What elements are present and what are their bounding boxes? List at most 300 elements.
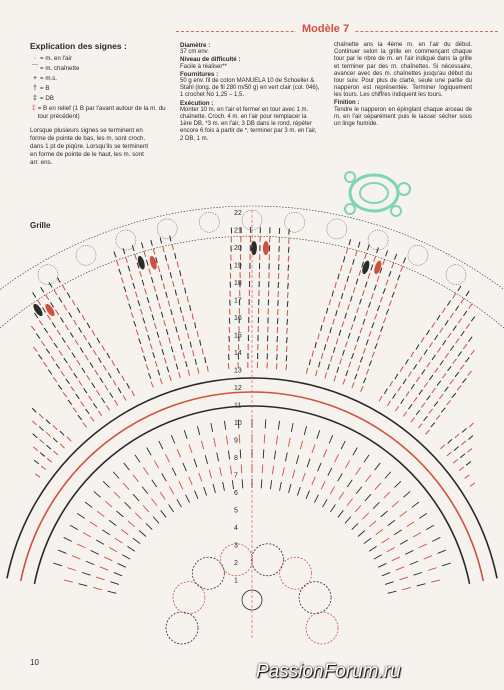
ring-stitch bbox=[184, 430, 187, 439]
ring-stitch bbox=[314, 495, 318, 503]
stitch-mark bbox=[360, 357, 362, 363]
continuation-text: chaînette ans la 4ème m. en l'air du début. Continuer selon la grille en commençant chaque tour par le nbre de m. en l'air indiqué dans la grille et terminer par des m. chaînettes. Si nécessaire, avancer avec des m. chaînettes jusqu'au début du tour suiv. Pour plus de clarté, seule une partie du napperon est représentée. Terminer logiquement les tours. Les chiffres indiquent les tours. bbox=[334, 42, 472, 99]
ring-stitch bbox=[133, 475, 139, 482]
stitch-mark bbox=[171, 346, 173, 352]
ring-stitch bbox=[413, 533, 421, 537]
stitch-mark bbox=[138, 300, 140, 306]
stitch-mark bbox=[377, 247, 379, 253]
stitch-mark bbox=[147, 297, 149, 303]
stitch-mark bbox=[371, 265, 373, 271]
stitch-mark bbox=[389, 271, 391, 277]
stitch-mark bbox=[424, 382, 427, 387]
ring-stitch bbox=[109, 520, 116, 525]
stitch-mark bbox=[155, 323, 157, 329]
ring-stitch bbox=[432, 537, 440, 541]
stitch-mark bbox=[348, 333, 350, 339]
stitch-mark bbox=[330, 327, 332, 333]
stitch-mark bbox=[411, 352, 414, 357]
stitch-mark bbox=[383, 288, 385, 294]
ring-stitch bbox=[388, 520, 395, 525]
stitch-mark bbox=[144, 356, 146, 362]
stitch-mark bbox=[180, 307, 181, 313]
stitch-mark bbox=[63, 392, 67, 397]
stitch-mark bbox=[468, 436, 473, 440]
ring-stitch bbox=[220, 467, 222, 476]
stitch-mark bbox=[185, 288, 186, 294]
stitch-mark bbox=[443, 340, 446, 345]
stitch-mark bbox=[135, 292, 137, 298]
stitch-mark bbox=[368, 273, 370, 279]
stitch-mark bbox=[229, 354, 230, 360]
stitch-mark bbox=[158, 370, 160, 376]
stitch-mark bbox=[440, 445, 444, 449]
stitch-mark bbox=[100, 378, 103, 383]
stitch-mark bbox=[457, 386, 461, 391]
stitch-mark bbox=[154, 286, 156, 292]
stitch-mark bbox=[463, 311, 466, 316]
stitch-mark bbox=[44, 328, 47, 333]
stitch-mark bbox=[178, 335, 179, 341]
ring-stitch bbox=[183, 463, 186, 471]
ring-stitch bbox=[121, 529, 128, 534]
ring-stitch bbox=[392, 501, 399, 507]
stitch-mark bbox=[471, 350, 475, 355]
stitch-mark bbox=[384, 389, 387, 394]
stitch-mark bbox=[132, 391, 135, 396]
stitch-mark bbox=[334, 376, 336, 382]
ring-stitch bbox=[77, 513, 85, 518]
scallop-loop bbox=[157, 219, 177, 239]
stitch-mark bbox=[386, 251, 388, 257]
ring-stitch bbox=[291, 423, 293, 432]
stitch-mark bbox=[312, 351, 313, 357]
stitch-mark bbox=[32, 408, 36, 412]
stitch-mark bbox=[60, 317, 63, 322]
stitch-mark bbox=[408, 404, 411, 409]
ring-stitch bbox=[419, 513, 427, 518]
stitch-mark bbox=[463, 344, 467, 349]
stitch-mark bbox=[424, 350, 427, 355]
ring-stitch bbox=[321, 481, 325, 489]
stitch-mark bbox=[140, 309, 142, 315]
stitch-mark bbox=[53, 438, 57, 442]
ring-stitch bbox=[91, 550, 99, 554]
stitch-mark bbox=[93, 350, 96, 355]
stitch-mark bbox=[155, 361, 157, 367]
stitch-mark bbox=[340, 358, 342, 364]
ring-stitch bbox=[365, 494, 371, 501]
ring-stitch bbox=[209, 470, 211, 479]
stitch-mark bbox=[53, 377, 57, 382]
stitch-mark bbox=[151, 382, 153, 388]
stitch-mark bbox=[83, 423, 87, 428]
stitch-mark bbox=[148, 335, 150, 341]
ring-stitch bbox=[213, 484, 215, 493]
stitch-mark bbox=[188, 333, 189, 339]
ring-stitch bbox=[341, 441, 345, 449]
ring-stitch bbox=[127, 546, 135, 551]
ring-stitch bbox=[125, 502, 131, 508]
stitch-mark bbox=[343, 379, 345, 385]
stitch-mark bbox=[351, 353, 353, 359]
stitch-mark bbox=[62, 285, 65, 290]
stitch-mark bbox=[338, 302, 340, 308]
stitch-mark bbox=[175, 253, 176, 259]
ring-stitch bbox=[86, 561, 94, 564]
stitch-mark bbox=[379, 396, 382, 401]
stitch-mark bbox=[461, 298, 464, 303]
stitch-mark bbox=[360, 299, 362, 305]
ring-stitch bbox=[347, 498, 353, 505]
stitch-mark bbox=[372, 352, 374, 357]
ring-stitch bbox=[364, 455, 369, 462]
stitch-mark bbox=[53, 451, 57, 455]
row-number-label: 10 bbox=[234, 420, 242, 427]
stitch-mark bbox=[450, 346, 453, 351]
stitch-mark bbox=[72, 300, 75, 305]
stitch-mark bbox=[432, 388, 436, 393]
stitch-mark bbox=[347, 276, 349, 282]
ring-stitch bbox=[189, 444, 192, 453]
stitch-mark bbox=[445, 320, 448, 325]
ring-stitch bbox=[431, 580, 440, 582]
stitch-mark bbox=[92, 330, 95, 335]
row-number-label: 18 bbox=[234, 280, 242, 287]
stitch-mark bbox=[325, 373, 327, 379]
ring-stitch bbox=[375, 463, 381, 470]
stitch-mark bbox=[469, 337, 473, 342]
stitch-mark bbox=[461, 441, 466, 445]
execution-label: Exécution : bbox=[180, 99, 214, 107]
stitch-mark bbox=[277, 327, 278, 333]
stitch-mark bbox=[82, 368, 85, 373]
ring-stitch bbox=[407, 522, 415, 527]
stitch-mark bbox=[286, 346, 287, 352]
legend-symbol-icon: ⌒ bbox=[31, 65, 39, 72]
stitch-mark bbox=[458, 318, 461, 323]
stitch-mark bbox=[287, 301, 288, 307]
ring-stitch bbox=[103, 481, 109, 487]
ring-stitch bbox=[304, 426, 306, 435]
stitch-mark bbox=[439, 394, 443, 399]
stitch-mark bbox=[113, 380, 116, 385]
stitch-mark bbox=[172, 244, 173, 250]
stitch-mark bbox=[123, 248, 125, 254]
ring-stitch bbox=[347, 480, 352, 487]
stitch-mark bbox=[372, 322, 374, 328]
stitch-mark bbox=[179, 372, 181, 378]
stitch-mark bbox=[456, 338, 459, 343]
stitch-mark bbox=[123, 395, 126, 400]
stitch-mark bbox=[183, 316, 184, 322]
stitch-mark bbox=[136, 330, 138, 336]
stitch-mark bbox=[315, 342, 316, 348]
stitch-mark bbox=[422, 369, 425, 374]
ring-stitch bbox=[292, 470, 294, 479]
stitch-mark bbox=[74, 373, 77, 378]
stitch-mark bbox=[139, 338, 141, 344]
ring-stitch bbox=[133, 538, 140, 543]
grille-label: Grille bbox=[30, 221, 51, 230]
ring-stitch bbox=[197, 426, 199, 435]
ring-stitch bbox=[152, 480, 157, 487]
stitch-mark bbox=[393, 394, 396, 399]
row-number-label: 12 bbox=[234, 385, 242, 392]
stitch-mark bbox=[193, 350, 194, 356]
legend-note: Lorsque plusieurs signes se terminent en forme de pointe de bas, les m. sont croch. dans 1 pt de piqûre. Lorsqu'ils se terminent en forme de pointe de le haut, les m. sont arr. ens. bbox=[30, 127, 149, 166]
stitch-mark bbox=[276, 363, 277, 369]
stitch-mark bbox=[429, 375, 432, 380]
stitch-mark bbox=[171, 309, 172, 315]
stitch-mark bbox=[77, 308, 80, 313]
stitch-mark bbox=[352, 382, 354, 388]
stitch-mark bbox=[54, 343, 57, 348]
ring-stitch bbox=[108, 591, 117, 593]
stitch-mark bbox=[145, 326, 147, 332]
stitch-mark bbox=[128, 266, 130, 272]
stitch-mark bbox=[346, 248, 347, 254]
stitch-mark bbox=[361, 386, 364, 391]
stitch-mark bbox=[158, 266, 160, 272]
stitch-mark bbox=[354, 316, 356, 322]
stitch-mark bbox=[135, 254, 137, 260]
stitch-mark bbox=[414, 397, 417, 402]
stitch-mark bbox=[306, 368, 307, 374]
stitch-mark bbox=[175, 290, 176, 296]
stitch-mark bbox=[181, 344, 182, 350]
ring-stitch bbox=[272, 465, 273, 474]
stitch-mark bbox=[118, 388, 121, 393]
ring-stitch bbox=[306, 491, 309, 499]
stitch-mark bbox=[105, 385, 108, 390]
stitch-mark bbox=[174, 355, 176, 361]
stitch-mark bbox=[400, 367, 403, 372]
difficulte-label: Niveau de difficulté : bbox=[180, 56, 241, 64]
stitch-mark bbox=[403, 379, 406, 384]
stitch-mark bbox=[448, 333, 451, 338]
stitch-mark bbox=[164, 320, 166, 326]
stitch-mark bbox=[332, 291, 333, 297]
ring-stitch bbox=[345, 460, 350, 468]
ring-stitch bbox=[133, 494, 139, 501]
stitch-mark bbox=[73, 408, 77, 413]
stitch-mark bbox=[197, 331, 198, 337]
stitch-mark bbox=[60, 444, 64, 448]
stitch-mark bbox=[39, 320, 42, 325]
ring-stitch bbox=[165, 454, 169, 462]
stitch-mark bbox=[389, 300, 391, 306]
stitch-mark bbox=[117, 368, 120, 373]
ring-stitch bbox=[194, 459, 197, 468]
stitch-mark bbox=[432, 355, 435, 360]
stitch-mark bbox=[124, 286, 126, 292]
ring-stitch bbox=[68, 568, 77, 571]
stitch-mark bbox=[33, 347, 37, 352]
stitch-mark bbox=[54, 290, 57, 295]
stitch-mark bbox=[437, 381, 441, 386]
ring-stitch bbox=[317, 430, 320, 439]
stitch-mark bbox=[440, 360, 443, 365]
stitch-mark bbox=[202, 348, 203, 354]
stitch-mark bbox=[108, 373, 111, 378]
stitch-mark bbox=[47, 458, 52, 462]
stitch-mark bbox=[429, 409, 433, 414]
ring-stitch bbox=[330, 486, 335, 494]
ring-stitch bbox=[96, 540, 104, 544]
ring-stitch bbox=[194, 491, 197, 499]
ring-stitch bbox=[365, 475, 371, 482]
ring-stitch bbox=[339, 492, 344, 499]
stitch-mark bbox=[344, 285, 346, 291]
stitch-mark bbox=[416, 410, 420, 415]
stitch-mark bbox=[143, 318, 145, 324]
ring-stitch bbox=[205, 455, 207, 464]
legend-text: = B en relief (1 B par l'avant autour de la m. du tour précédent) bbox=[37, 105, 166, 120]
stitch-mark bbox=[101, 398, 104, 403]
ring-stitch bbox=[104, 557, 112, 561]
stitch-mark bbox=[151, 240, 153, 246]
ring-stitch bbox=[115, 538, 123, 543]
stitch-mark bbox=[114, 252, 116, 258]
ring-stitch bbox=[151, 498, 157, 505]
stitch-mark bbox=[207, 366, 208, 372]
stitch-mark bbox=[79, 327, 82, 332]
stitch-mark bbox=[169, 375, 171, 381]
row-number-label: 16 bbox=[234, 315, 242, 322]
ring-stitch bbox=[385, 472, 391, 479]
legend-text: = m.s. bbox=[40, 75, 58, 82]
stitch-mark bbox=[160, 378, 162, 384]
ring-stitch bbox=[400, 511, 407, 516]
stitch-mark bbox=[346, 370, 348, 376]
finition-label: Finition : bbox=[334, 99, 360, 106]
stitch-mark bbox=[377, 305, 379, 311]
stitch-mark bbox=[47, 315, 50, 320]
stitch-mark bbox=[406, 391, 409, 396]
ring-stitch bbox=[160, 492, 165, 499]
stitch-mark bbox=[127, 383, 130, 388]
stitch-mark bbox=[447, 400, 451, 405]
stitch-mark bbox=[321, 325, 322, 331]
stitch-mark bbox=[164, 358, 166, 364]
model-title: Modèle 7 bbox=[296, 23, 355, 35]
ring-stitch bbox=[297, 487, 300, 496]
ring-stitch bbox=[114, 492, 120, 498]
legend-heading: Explication des signes : bbox=[30, 41, 127, 51]
ring-stitch bbox=[262, 464, 263, 473]
stitch-mark bbox=[228, 363, 229, 369]
stitch-mark bbox=[46, 420, 50, 424]
stitch-mark bbox=[156, 294, 158, 300]
stitch-mark bbox=[31, 326, 35, 331]
scallop-loop bbox=[368, 230, 388, 250]
stitch-mark bbox=[129, 304, 131, 310]
stitch-mark bbox=[187, 296, 188, 302]
legend-symbol-icon: † bbox=[33, 85, 37, 92]
stitch-mark bbox=[57, 330, 60, 335]
stitch-mark bbox=[134, 321, 136, 327]
ring-stitch bbox=[179, 481, 183, 489]
ring-stitch bbox=[375, 483, 381, 490]
stitch-mark bbox=[454, 446, 459, 450]
ring-stitch bbox=[230, 465, 231, 474]
ring-stitch bbox=[172, 468, 176, 476]
stitch-mark bbox=[150, 344, 152, 350]
stitch-mark bbox=[338, 274, 339, 280]
stitch-mark bbox=[363, 378, 365, 383]
stitch-mark bbox=[145, 289, 147, 295]
stitch-mark bbox=[405, 359, 408, 364]
stitch-mark bbox=[173, 281, 174, 287]
stitch-mark bbox=[163, 246, 164, 252]
center-petal bbox=[192, 557, 224, 589]
ring-stitch bbox=[113, 472, 119, 479]
stitch-mark bbox=[42, 307, 45, 312]
stitch-mark bbox=[356, 279, 358, 285]
stitch-mark bbox=[43, 362, 47, 367]
stitch-mark bbox=[466, 291, 469, 296]
ring-stitch bbox=[289, 484, 291, 493]
stitch-mark bbox=[177, 262, 178, 268]
stitch-mark bbox=[198, 368, 199, 374]
stitch-mark bbox=[40, 453, 45, 457]
stitch-mark bbox=[286, 337, 287, 343]
stitch-mark bbox=[357, 307, 359, 313]
ring-stitch bbox=[143, 505, 149, 512]
stitch-mark bbox=[432, 322, 435, 327]
stitch-mark bbox=[161, 312, 163, 318]
stitch-mark bbox=[349, 239, 350, 245]
stitch-mark bbox=[319, 362, 320, 368]
stitch-mark bbox=[398, 386, 401, 391]
stitch-mark bbox=[60, 431, 64, 435]
stitch-mark bbox=[467, 448, 472, 452]
stitch-mark bbox=[288, 274, 289, 280]
ring-stitch bbox=[169, 505, 174, 512]
scallop-loop bbox=[408, 245, 428, 265]
ring-stitch bbox=[414, 572, 423, 575]
stitch-mark bbox=[288, 283, 289, 289]
ring-stitch bbox=[211, 423, 213, 432]
stitch-mark bbox=[140, 271, 142, 277]
ring-stitch bbox=[283, 467, 285, 476]
fournitures-value: 50 g env. fil de coton MANUELA 10 de Schoeller & Stahl (long. de fil 280 m/50 g) en vert clair (col. 046), 1 crochet No 1,25 – 1,5. bbox=[180, 78, 320, 99]
stitch-mark bbox=[387, 401, 390, 406]
stitch-mark bbox=[65, 325, 68, 330]
stitch-mark bbox=[408, 372, 411, 377]
ring-stitch bbox=[396, 567, 404, 570]
stitch-mark bbox=[390, 381, 393, 386]
stitch-mark bbox=[460, 365, 464, 370]
ring-stitch bbox=[264, 434, 265, 443]
stitch-mark bbox=[85, 355, 88, 360]
ring-stitch bbox=[442, 563, 451, 566]
stitch-mark bbox=[87, 323, 90, 328]
stitch-mark bbox=[445, 353, 448, 358]
stitch-mark bbox=[162, 349, 164, 355]
ring-stitch bbox=[329, 435, 332, 443]
stitch-mark bbox=[383, 259, 385, 265]
stitch-mark bbox=[84, 335, 87, 340]
ring-stitch bbox=[312, 444, 315, 453]
stitch-mark bbox=[61, 371, 65, 376]
ring-stitch bbox=[278, 421, 279, 430]
stitch-mark bbox=[440, 328, 443, 333]
ring-stitch bbox=[139, 531, 146, 537]
stitch-mark bbox=[383, 318, 385, 324]
leaf-stitch bbox=[44, 302, 57, 317]
stitch-mark bbox=[309, 359, 310, 365]
